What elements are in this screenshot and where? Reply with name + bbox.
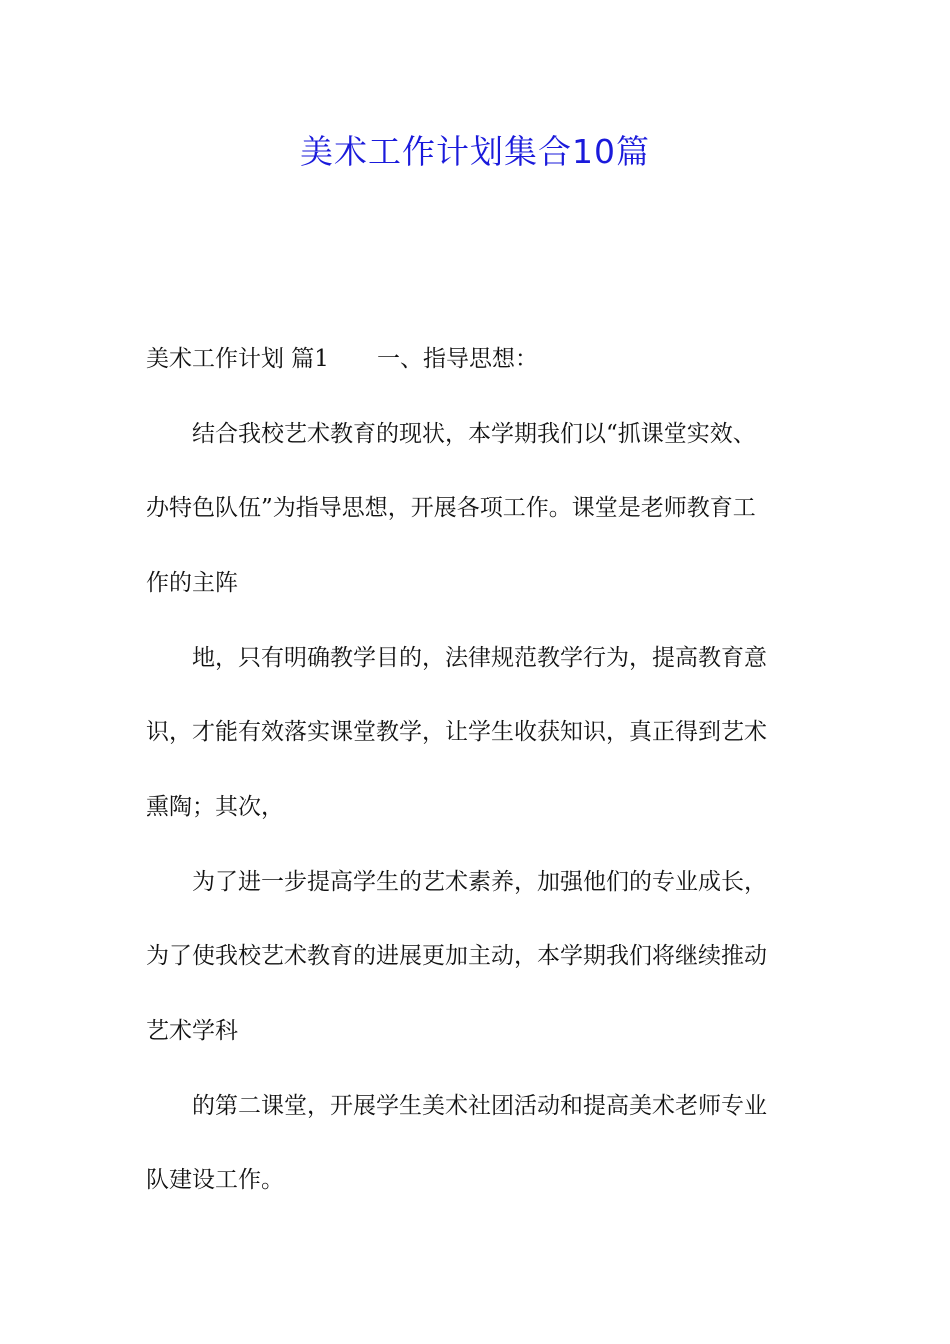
paragraph-line: 地，只有明确教学目的，法律规范教学行为，提高教育意	[192, 645, 767, 671]
section-label: 美术工作计划 篇1	[146, 346, 329, 372]
document-title: 美术工作计划集合10篇	[300, 132, 650, 171]
paragraph-line: 熏陶；其次，	[146, 794, 284, 820]
paragraph-line: 为了进一步提高学生的艺术素养，加强他们的专业成长，	[192, 869, 767, 895]
section-subtitle: 一、指导思想：	[376, 346, 538, 372]
section-heading-line	[146, 341, 808, 378]
paragraph-line: 识，才能有效落实课堂教学，让学生收获知识，真正得到艺术	[146, 719, 767, 745]
paragraph-line: 为了使我校艺术教育的进展更加主动，本学期我们将继续推动	[146, 943, 767, 969]
paragraph-line: 结合我校艺术教育的现状，本学期我们以“抓课堂实效、	[192, 421, 756, 447]
paragraph-line: 队建设工作。	[146, 1167, 284, 1193]
paragraph-line: 的第二课堂，开展学生美术社团活动和提高美术老师专业	[192, 1093, 767, 1119]
paragraph-line: 办特色队伍”为指导思想，开展各项工作。课堂是老师教育工	[146, 495, 756, 521]
paragraph-line: 作的主阵	[146, 570, 238, 596]
paragraph-line: 艺术学科	[146, 1018, 238, 1044]
